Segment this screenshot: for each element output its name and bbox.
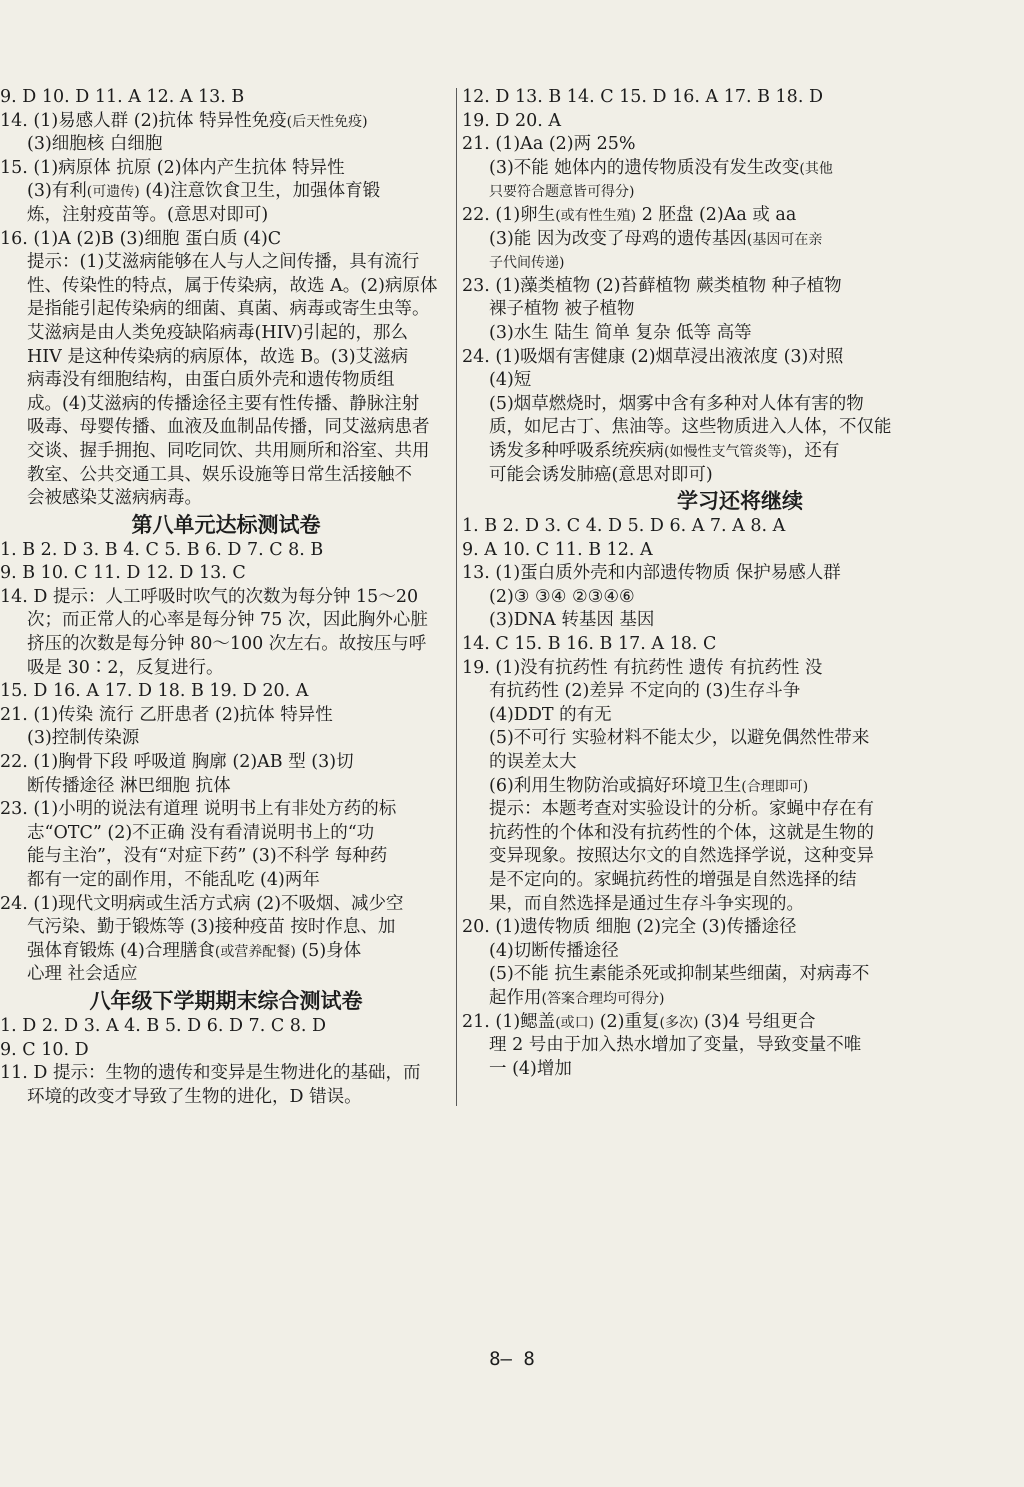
answer-line xyxy=(0,346,452,370)
line-text: (2)③ ③④ ②③④⑥ xyxy=(489,586,635,607)
line-text: (3)DNA 转基因 基因 xyxy=(489,610,655,631)
answer-line xyxy=(462,275,1018,299)
line-text: 抗药性的个体和没有抗药性的个体，这就是生物的 xyxy=(489,822,874,843)
note-text: (如慢性支气管炎等) xyxy=(664,443,787,460)
line-text: 果，而自然选择是通过生存斗争实现的。 xyxy=(489,893,804,914)
line-text: (3)能 因为改变了母鸡的遗传基因 xyxy=(489,228,747,249)
line-text: 理 2 号由于加入热水增加了变量，导致变量不唯 xyxy=(489,1035,862,1056)
answer-line xyxy=(0,487,452,511)
answer-line xyxy=(462,393,1018,417)
answer-line xyxy=(0,916,452,940)
line-text: 裸子植物 被子植物 xyxy=(489,299,635,320)
answer-line xyxy=(462,845,1018,869)
answer-line xyxy=(0,228,452,252)
answer-line xyxy=(462,110,1018,134)
answer-line xyxy=(0,775,452,799)
line-text: 有抗药性 (2)差异 不定向的 (3)生存斗争 xyxy=(489,681,801,702)
answer-line xyxy=(462,940,1018,964)
line-text: (2)重复 xyxy=(594,1011,660,1032)
answer-line xyxy=(462,228,1018,252)
section-heading xyxy=(0,512,452,538)
answer-line xyxy=(462,157,1018,181)
line-text: 学习还将继续 xyxy=(677,489,803,514)
line-text: 12. D 13. B 14. C 15. D 16. A 17. B 18. D xyxy=(462,87,823,107)
right-column xyxy=(462,86,1018,1081)
answer-line xyxy=(0,657,452,681)
answer-line xyxy=(462,180,1018,204)
line-text: 9. A 10. C 11. B 12. A xyxy=(462,539,653,560)
line-text: 强体育锻炼 (4)合理膳食 xyxy=(27,940,215,961)
line-text: 是指能引起传染病的细菌、真菌、病毒或寄生虫等。 xyxy=(27,299,430,320)
line-text: 9. D 10. D 11. A 12. A 13. B xyxy=(0,87,245,107)
answer-line xyxy=(462,416,1018,440)
note-text: 只要符合题意皆可得分) xyxy=(489,184,635,201)
line-text: 病毒没有细胞结构，由蛋白质外壳和遗传物质组 xyxy=(27,370,395,391)
answer-line xyxy=(462,893,1018,917)
answer-line xyxy=(0,298,452,322)
line-text: 提示：(1)艾滋病能够在人与人之间传播，具有流行 xyxy=(27,252,420,273)
answer-line xyxy=(462,633,1018,657)
note-text: (可遗传) xyxy=(86,184,140,201)
answer-line xyxy=(0,893,452,917)
line-text: 24. (1)吸烟有害健康 (2)烟草浸出液浓度 (3)对照 xyxy=(462,346,844,367)
line-text: 11. D 提示：生物的遗传和变异是生物进化的基础，而 xyxy=(0,1063,421,1084)
line-text: 交谈、握手拥抱、同吃同饮、共用厕所和浴室、共用 xyxy=(27,440,430,461)
answer-line xyxy=(0,586,452,610)
answer-line xyxy=(0,393,452,417)
line-text: 是不定向的。家蝇抗药性的增强是自然选择的结 xyxy=(489,870,857,890)
line-text: 2 胚盘 (2)Aa 或 aa xyxy=(636,204,797,225)
answer-line xyxy=(462,369,1018,393)
line-text: 16. (1)A (2)B (3)细胞 蛋白质 (4)C xyxy=(0,228,282,249)
answer-line xyxy=(462,775,1018,799)
answer-line xyxy=(462,464,1018,488)
line-text: 14. (1)易感人群 (2)抗体 特异性免疫 xyxy=(0,110,287,131)
line-text: 吸是 30∶2，反复进行。 xyxy=(27,657,224,678)
line-text: 艾滋病是由人类免疫缺陷病毒(HIV)引起的，那么 xyxy=(27,322,408,343)
line-text: 22. (1)胸骨下段 呼吸道 胸廓 (2)AB 型 (3)切 xyxy=(0,752,354,773)
line-text: (4)注意饮食卫生，加强体育锻 xyxy=(139,181,381,202)
answer-line xyxy=(462,680,1018,704)
answer-line xyxy=(0,1062,452,1086)
answer-line xyxy=(0,704,452,728)
note-text: (后天性免疫) xyxy=(286,113,368,130)
line-text: (6)利用生物防治或搞好环境卫生 xyxy=(489,775,742,796)
note-text: (或营养配餐) xyxy=(214,943,296,960)
line-text: 24. (1)现代文明病或生活方式病 (2)不吸烟、减少空 xyxy=(0,893,404,914)
line-text: 起作用 xyxy=(489,987,542,1008)
line-text: 22. (1)卵生 xyxy=(462,204,556,225)
line-text: 15. (1)病原体 抗原 (2)体内产生抗体 特异性 xyxy=(0,157,345,178)
line-text: 吸毒、母婴传播、血液及血制品传播，同艾滋病患者 xyxy=(27,417,430,438)
answer-line xyxy=(462,86,1018,110)
note-text: (或有性生殖) xyxy=(555,207,637,224)
line-text: 一 (4)增加 xyxy=(489,1058,572,1079)
answer-line xyxy=(0,963,452,987)
line-text: 志“OTC” (2)不正确 没有看清说明书上的“功 xyxy=(27,822,375,843)
answer-line xyxy=(462,562,1018,586)
line-text: 13. (1)蛋白质外壳和内部遗传物质 保护易感人群 xyxy=(462,563,841,584)
line-text: 质，如尼古丁、焦油等。这些物质进入人体，不仅能 xyxy=(489,417,892,438)
line-text: 炼，注射疫苗等。(意思对即可) xyxy=(27,204,269,225)
answer-line xyxy=(0,180,452,204)
note-text: (或口) xyxy=(555,1014,595,1031)
line-text: (5)不能 抗生素能杀死或抑制某些细菌，对病毒不 xyxy=(489,964,870,985)
line-text: 教室、公共交通工具、娱乐设施等日常生活接触不 xyxy=(27,464,412,485)
line-text: 会被感染艾滋病病毒。 xyxy=(27,488,202,509)
answer-line xyxy=(0,845,452,869)
answer-line xyxy=(0,751,452,775)
line-text: (4)短 xyxy=(489,370,532,391)
section-heading xyxy=(462,488,1018,514)
answer-line xyxy=(462,987,1018,1011)
answer-line xyxy=(462,440,1018,464)
line-text: 9. B 10. C 11. D 12. D 13. C xyxy=(0,563,246,584)
line-text: (3)不能 她体内的遗传物质没有发生改变 xyxy=(489,157,800,178)
answer-line xyxy=(462,133,1018,157)
answer-line xyxy=(0,440,452,464)
answer-line xyxy=(462,515,1018,539)
note-text: (答案合理均可得分) xyxy=(541,990,665,1007)
line-text: 15. D 16. A 17. D 18. B 19. D 20. A xyxy=(0,681,309,702)
line-text: 可能会诱发肺癌(意思对即可) xyxy=(489,464,713,485)
line-text: 1. B 2. D 3. B 4. C 5. B 6. D 7. C 8. B xyxy=(0,539,324,560)
note-text: (基因可在亲 xyxy=(746,231,823,248)
line-text: (5)烟草燃烧时，烟雾中含有多种对人体有害的物 xyxy=(489,393,864,414)
line-text: 第八单元达标测试卷 xyxy=(131,512,321,537)
answer-line xyxy=(0,798,452,822)
answer-line xyxy=(462,704,1018,728)
answer-line xyxy=(462,1011,1018,1035)
answer-line xyxy=(0,275,452,299)
answer-line xyxy=(0,251,452,275)
note-text: (合理即可) xyxy=(741,778,809,795)
answer-line xyxy=(0,322,452,346)
answer-line xyxy=(0,369,452,393)
line-text: 诱发多种呼吸系统疾病 xyxy=(489,440,664,461)
answer-line xyxy=(462,322,1018,346)
answer-line xyxy=(462,204,1018,228)
line-text: 23. (1)藻类植物 (2)苔藓植物 蕨类植物 种子植物 xyxy=(462,275,842,296)
answer-line xyxy=(462,822,1018,846)
line-text: 八年级下学期期末综合测试卷 xyxy=(89,988,363,1013)
line-text: 1. D 2. D 3. A 4. B 5. D 6. D 7. C 8. D xyxy=(0,1015,327,1036)
line-text: 14. C 15. B 16. B 17. A 18. C xyxy=(462,634,717,655)
answer-line xyxy=(0,133,452,157)
note-text: (多次) xyxy=(659,1014,699,1031)
line-text: 提示：本题考查对实验设计的分析。家蝇中存在有 xyxy=(489,799,874,820)
answer-line xyxy=(0,680,452,704)
line-text: 21. (1)传染 流行 乙肝患者 (2)抗体 特异性 xyxy=(0,704,333,725)
answer-line xyxy=(0,110,452,134)
answer-line xyxy=(462,963,1018,987)
answer-line xyxy=(0,562,452,586)
answer-line xyxy=(0,539,452,563)
line-text: (5)不可行 实验材料不能太少，以避免偶然性带来 xyxy=(489,728,870,749)
answer-line xyxy=(0,464,452,488)
line-text: 环境的改变才导致了生物的进化，D 错误。 xyxy=(27,1086,362,1107)
line-text: 23. (1)小明的说法有道理 说明书上有非处方药的标 xyxy=(0,799,397,820)
column-divider xyxy=(456,88,457,1106)
answer-line xyxy=(0,609,452,633)
line-text: (3)细胞核 白细胞 xyxy=(27,134,163,155)
answer-line xyxy=(462,539,1018,563)
left-column xyxy=(0,86,452,1109)
answer-line xyxy=(462,1034,1018,1058)
answer-line xyxy=(462,869,1018,893)
line-text: 变异现象。按照达尔文的自然选择学说，这种变异 xyxy=(489,846,874,867)
line-text: 14. D 提示：人工呼吸时吹气的次数为每分钟 15～20 xyxy=(0,586,419,607)
line-text: 心理 社会适应 xyxy=(27,964,138,985)
line-text: (4)切断传播途径 xyxy=(489,940,619,961)
answer-line xyxy=(462,251,1018,275)
line-text: (3)控制传染源 xyxy=(27,728,140,749)
answer-line xyxy=(0,727,452,751)
answer-line xyxy=(0,416,452,440)
page-number: 8— 8 xyxy=(489,1348,535,1370)
answer-line xyxy=(462,1058,1018,1082)
answer-line xyxy=(462,751,1018,775)
answer-line xyxy=(462,798,1018,822)
answer-line xyxy=(0,869,452,893)
answer-line xyxy=(462,727,1018,751)
line-text: (3)有利 xyxy=(27,181,87,202)
line-text: 20. (1)遗传物质 细胞 (2)完全 (3)传播途径 xyxy=(462,917,797,938)
answer-line xyxy=(0,633,452,657)
answer-line xyxy=(0,1039,452,1063)
answer-line xyxy=(0,940,452,964)
line-text: 19. (1)没有抗药性 有抗药性 遗传 有抗药性 没 xyxy=(462,657,823,678)
line-text: 挤压的次数是每分钟 80～100 次左右。故按压与呼 xyxy=(27,634,427,655)
answer-line xyxy=(0,1015,452,1039)
line-text: 1. B 2. D 3. C 4. D 5. D 6. A 7. A 8. A xyxy=(462,516,786,537)
line-text: (5)身体 xyxy=(295,940,362,961)
line-text: 19. D 20. A xyxy=(462,110,562,131)
line-text: 的误差太大 xyxy=(489,752,577,773)
answer-line xyxy=(0,1086,452,1110)
line-text: 成。(4)艾滋病的传播途径主要有性传播、静脉注射 xyxy=(27,393,420,414)
answer-line xyxy=(462,916,1018,940)
line-text: (3)水生 陆生 简单 复杂 低等 高等 xyxy=(489,322,752,343)
answer-line xyxy=(0,822,452,846)
answer-line xyxy=(0,86,452,110)
line-text: HIV 是这种传染病的病原体，故选 B。(3)艾滋病 xyxy=(27,346,409,367)
answer-line xyxy=(462,298,1018,322)
line-text: ，还有 xyxy=(786,440,840,461)
answer-line xyxy=(462,346,1018,370)
note-text: 子代间传递) xyxy=(489,255,565,272)
line-text: 能与主治”，没有“对症下药” (3)不科学 每种药 xyxy=(27,846,388,867)
line-text: 次；而正常人的心率是每分钟 75 次，因此胸外心脏 xyxy=(27,610,428,631)
line-text: 气污染、勤于锻炼等 (3)接种疫苗 按时作息、加 xyxy=(27,917,396,938)
line-text: 21. (1)鳃盖 xyxy=(462,1011,556,1032)
answer-line xyxy=(462,586,1018,610)
line-text: 性、传染性的特点，属于传染病，故选 A。(2)病原体 xyxy=(27,275,438,296)
answer-line xyxy=(0,157,452,181)
line-text: 断传播途径 淋巴细胞 抗体 xyxy=(27,775,231,796)
note-text: (其他 xyxy=(799,160,833,177)
line-text: (3)4 号组更合 xyxy=(698,1011,816,1032)
line-text: 都有一定的副作用，不能乱吃 (4)两年 xyxy=(27,870,320,890)
line-text: 9. C 10. D xyxy=(0,1039,89,1060)
line-text: (4)DDT 的有无 xyxy=(489,704,612,725)
answer-line xyxy=(462,609,1018,633)
section-heading xyxy=(0,988,452,1014)
answer-line xyxy=(0,204,452,228)
answer-line xyxy=(462,657,1018,681)
line-text: 21. (1)Aa (2)两 25% xyxy=(462,134,636,155)
